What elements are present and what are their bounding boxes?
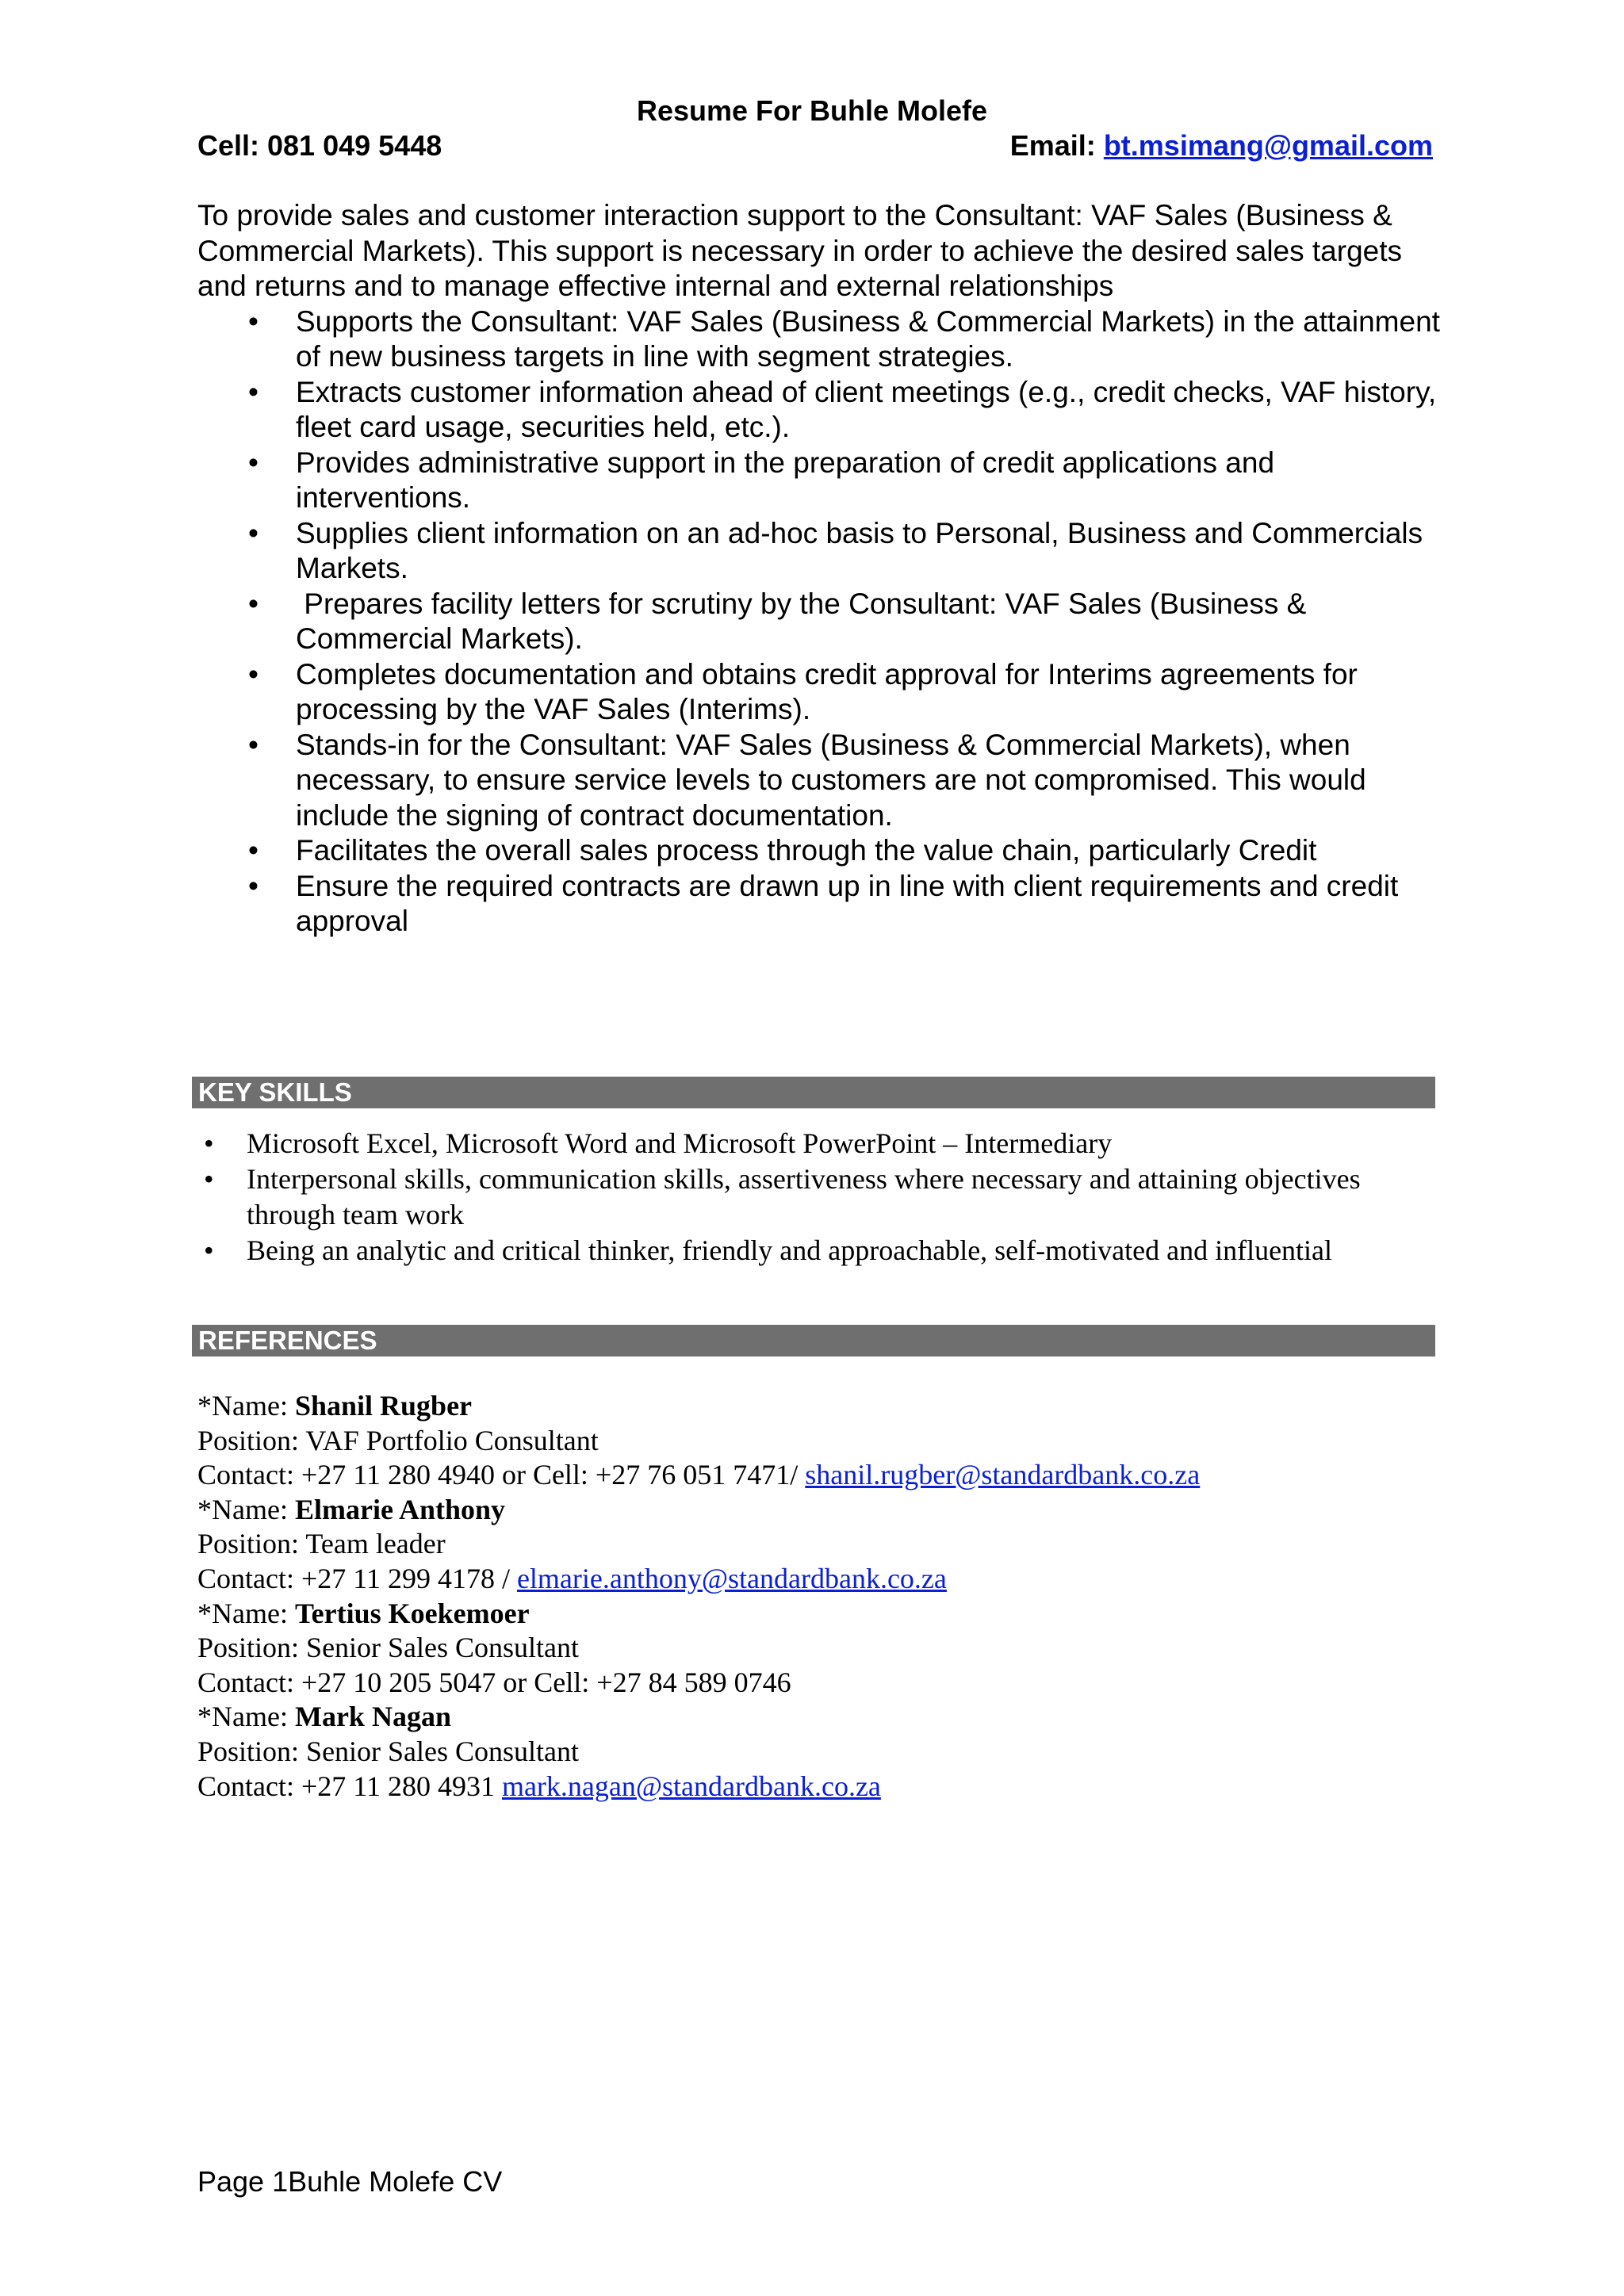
list-item [197,516,1442,587]
reference-contact-row [197,1770,1442,1804]
list-item-text: Stands-in for the Consultant: VAF Sales (Business & Commercial Markets), when necessary, to ensure service levels to customers are not compromised. This would include the signing of contract documentation. [296,728,1366,832]
key-skills-section [197,1126,1442,1269]
position-label: Position: [197,1735,307,1767]
reference-name-row [197,1493,1442,1528]
list-item [197,869,1442,939]
name-label: *Name: [197,1701,295,1733]
bullet-icon: • [248,869,259,902]
reference-name-row [197,1389,1442,1424]
contact-label: Contact: [197,1666,301,1698]
key-skills-heading: KEY SKILLS [192,1077,1435,1108]
reference-email-link[interactable]: mark.nagan@standardbank.co.za [501,1770,881,1802]
reference-name: Mark Nagan [294,1701,451,1733]
reference-contact-row [197,1458,1442,1493]
bullet-icon: • [248,834,259,867]
list-item-text: Supports the Consultant: VAF Sales (Business & Commercial Markets) in the attainment of new business targets in line with segment strategies. [296,304,1440,373]
reference-position-row [197,1527,1442,1562]
reference-contact: +27 11 280 4940 or Cell: +27 76 051 7471/ [301,1459,806,1491]
list-item [197,1233,1442,1269]
contact-label: Contact: [197,1459,301,1491]
bullet-icon: • [248,446,259,479]
reference-name: Elmarie Anthony [294,1493,505,1525]
name-label: *Name: [197,1597,295,1629]
cell-number: Cell: 081 049 5448 [197,129,442,162]
reference-name: Tertius Koekemoer [294,1597,530,1629]
bullet-icon: • [248,587,259,620]
list-item-text: Facilitates the overall sales process through the value chain, particularly Credit [296,834,1317,867]
list-item-text: Supplies client information on an ad-hoc basis to Personal, Business and Commercials Markets. [296,516,1423,584]
bullet-icon: • [248,657,259,691]
reference-position: Team leader [305,1528,446,1560]
reference-email-link[interactable]: elmarie.anthony@standardbank.co.za [516,1562,947,1594]
email-link[interactable]: bt.msimang@gmail.com [1103,129,1433,162]
list-item [197,375,1442,446]
key-skills-list [197,1126,1442,1269]
references-heading: REFERENCES [192,1325,1435,1357]
list-item [197,728,1442,834]
reference-name: Shanil Rugber [294,1390,473,1422]
name-label: *Name: [197,1390,295,1422]
reference-position: Senior Sales Consultant [306,1735,580,1767]
reference-contact-row [197,1562,1442,1597]
list-item-text: Microsoft Excel, Microsoft Word and Microsoft PowerPoint – Intermediary [247,1127,1113,1159]
page-footer: Page 1Buhle Molefe CV [197,2165,503,2198]
reference-contact: +27 11 299 4178 / [301,1562,517,1594]
reference-position-row [197,1424,1442,1459]
reference-position-row [197,1631,1442,1666]
bullet-icon: • [248,304,259,338]
bullet-icon: • [248,728,259,761]
bullet-icon: • [204,1234,214,1266]
reference-email-link[interactable]: shanil.rugber@standardbank.co.za [805,1459,1201,1491]
objective-section [197,198,1442,939]
reference-contact-row [197,1666,1442,1701]
email-block [1010,128,1433,163]
reference-position: Senior Sales Consultant [306,1632,580,1664]
list-item [197,1161,1442,1233]
contact-label: Contact: [197,1770,301,1802]
list-item [197,1126,1442,1161]
list-item [197,657,1442,728]
list-item-text: Extracts customer information ahead of client meetings (e.g., credit checks, VAF history, fleet card usage, securities held, etc.). [296,375,1437,443]
reference-name-row [197,1700,1442,1735]
position-label: Position: [197,1424,306,1456]
list-item [197,587,1442,657]
resume-title: Resume For Buhle Molefe [636,94,988,127]
reference-position-row [197,1735,1442,1770]
name-label: *Name: [197,1493,295,1525]
objective-bullet-list [197,304,1442,939]
reference-position: VAF Portfolio Consultant [305,1424,599,1456]
bullet-icon: • [248,516,259,549]
reference-contact: +27 11 280 4931 [301,1770,502,1802]
position-label: Position: [197,1528,306,1560]
list-item [197,833,1442,869]
reference-name-row [197,1597,1442,1632]
list-item [197,304,1442,375]
position-label: Position: [197,1632,307,1664]
list-item-text: Ensure the required contracts are drawn up in line with client requirements and credit approval [296,869,1399,937]
bullet-icon: • [204,1163,214,1195]
email-label: Email: [1009,129,1096,162]
bullet-icon: • [248,375,259,408]
list-item-text: Being an analytic and critical thinker, friendly and approachable, self-motivated and influential [247,1234,1333,1266]
objective-intro: To provide sales and customer interaction support to the Consultant: VAF Sales (Business & Commercial Markets). This support is necessary in order to achieve the desired sales targets and returns and to manage effective internal and external relationships [197,199,1403,302]
bullet-icon: • [204,1127,214,1159]
contact-header [197,128,1433,163]
references-section [197,1389,1442,1804]
list-item-text: Interpersonal skills, communication skills, assertiveness where necessary and attaining objectives through team work [247,1163,1361,1230]
list-item-text: Prepares facility letters for scrutiny by the Consultant: VAF Sales (Business & Commercial Markets). [296,587,1315,655]
list-item [197,446,1442,516]
list-item-text: Completes documentation and obtains credit approval for Interims agreements for processing by the VAF Sales (Interims). [296,657,1358,725]
reference-contact: +27 10 205 5047 or Cell: +27 84 589 0746 [301,1666,791,1698]
contact-label: Contact: [197,1562,301,1594]
list-item-text: Provides administrative support in the preparation of credit applications and interventions. [296,446,1275,514]
